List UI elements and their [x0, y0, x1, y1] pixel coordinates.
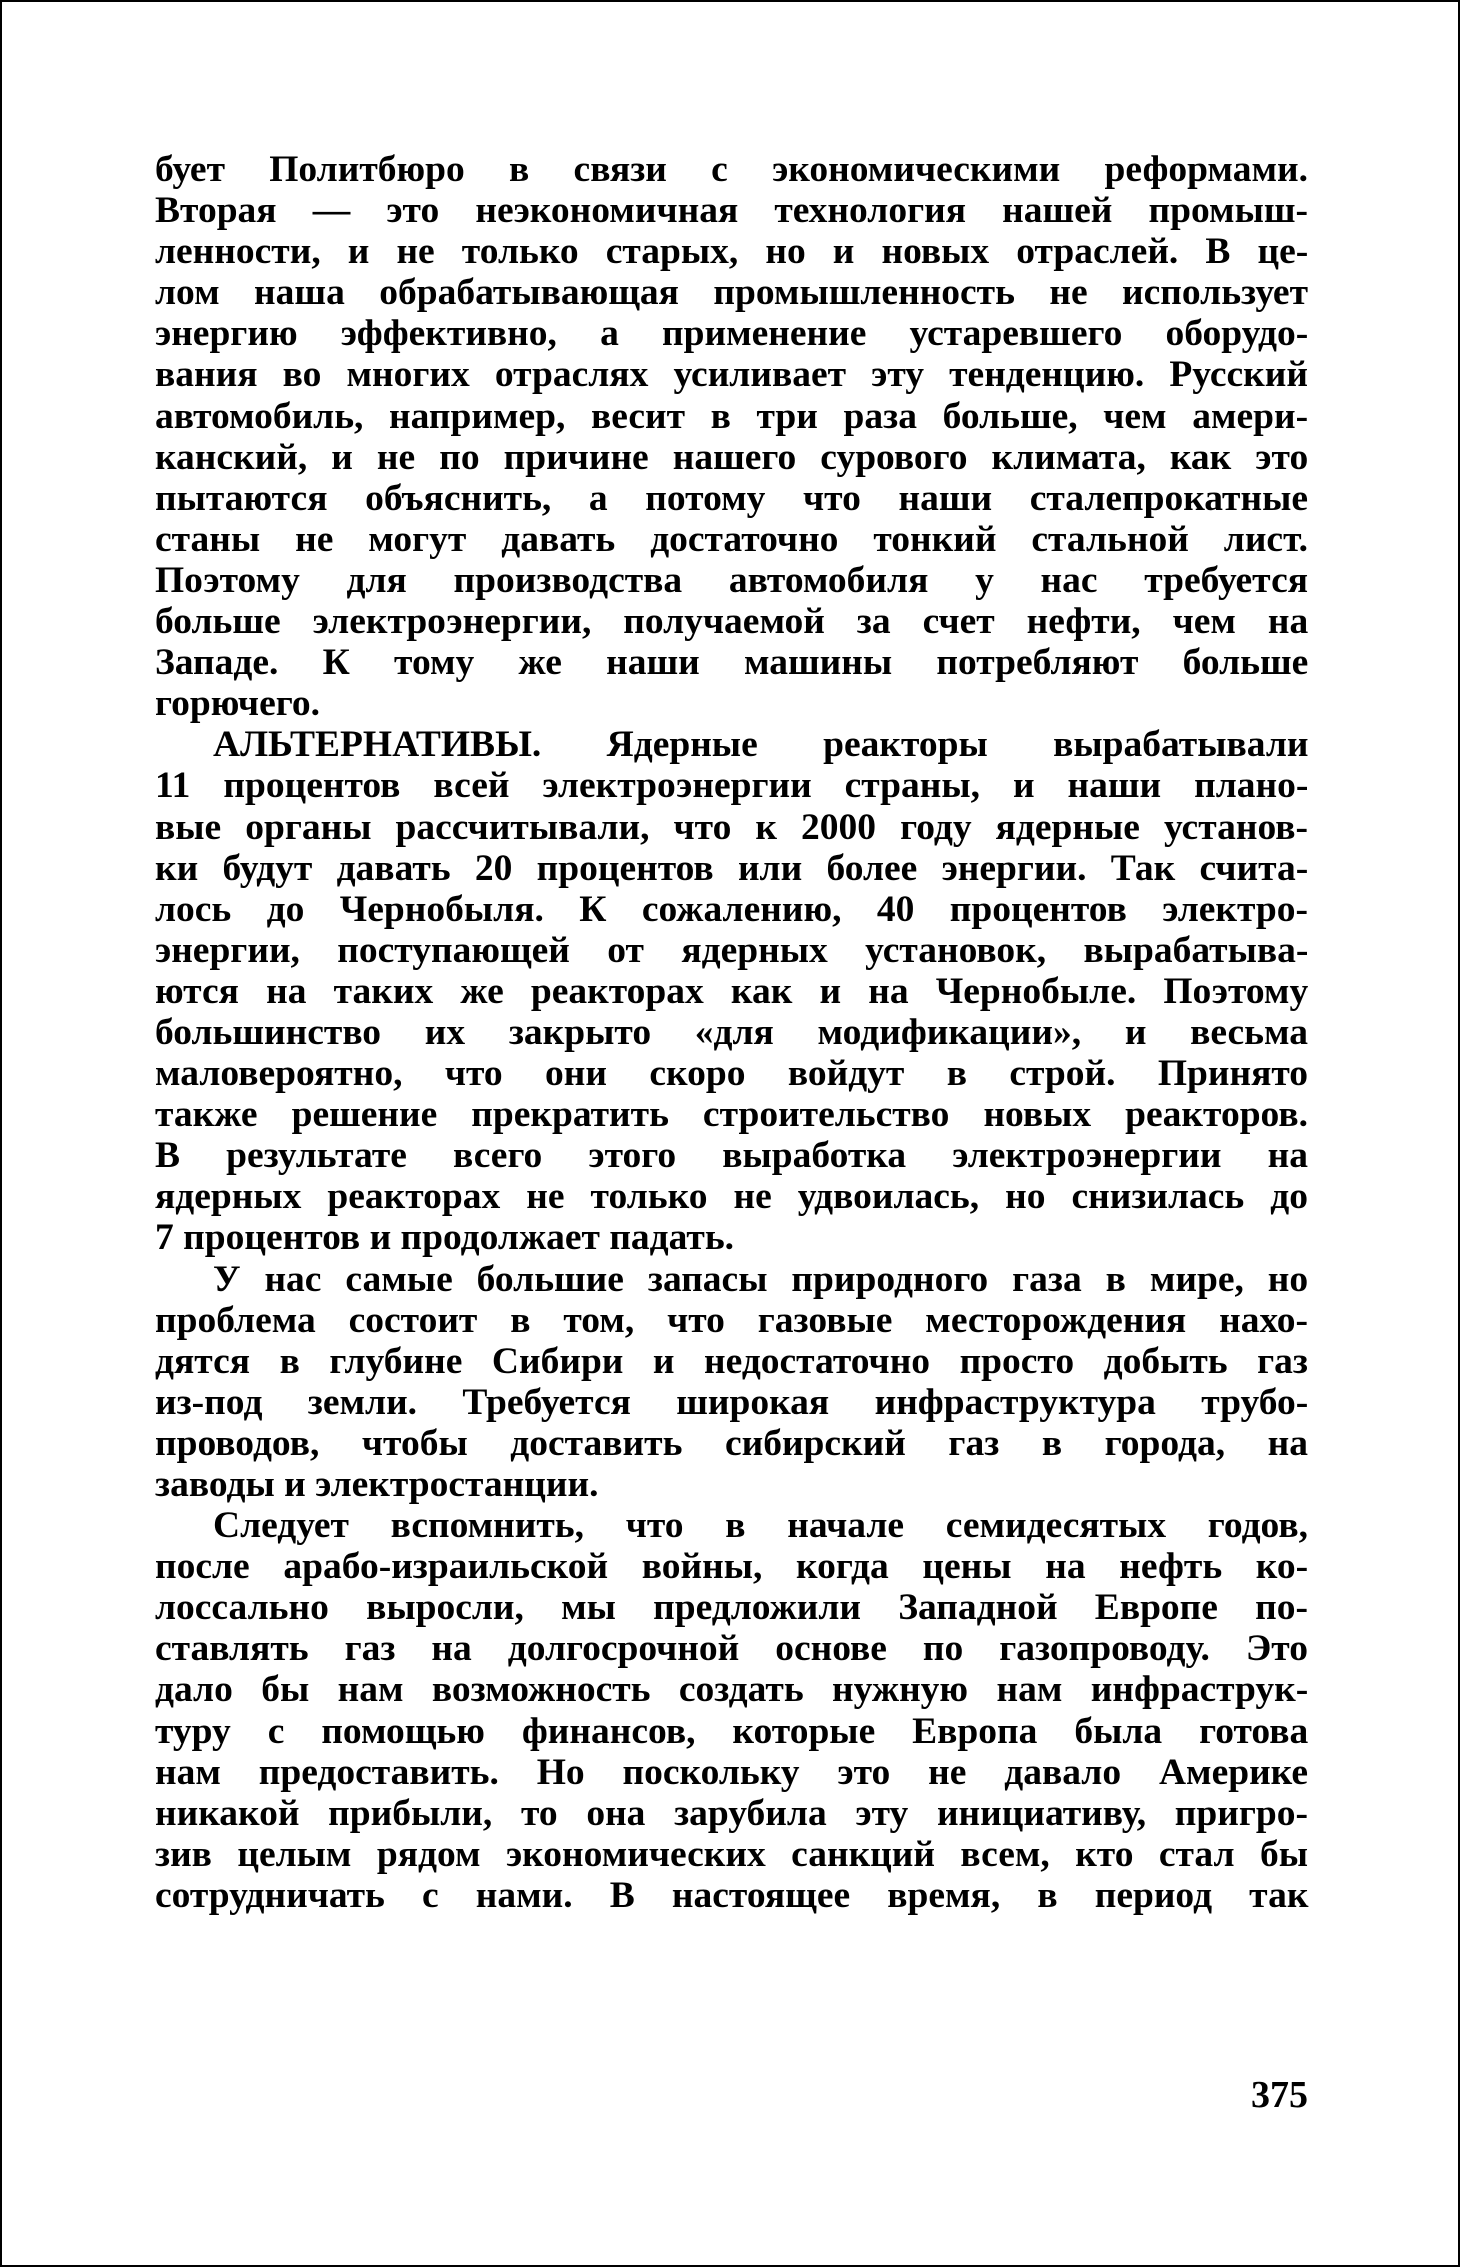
text-line: никакой прибыли, то она зарубила эту инициативу, пригро- — [155, 1792, 1308, 1834]
text-line: проводов, чтобы доставить сибирский газ в города, на — [155, 1422, 1308, 1464]
text-line: проблема состоит в том, что газовые месторождения нахо- — [155, 1299, 1308, 1341]
text-line: после арабо-израильской войны, когда цены на нефть ко- — [155, 1546, 1309, 1588]
text-line: нам предоставить. Но поскольку это не давало Америке — [155, 1751, 1308, 1793]
text-line: Вторая — это неэкономичная технология нашей промыш- — [155, 190, 1308, 232]
text-line: горючего. — [155, 683, 320, 725]
text-line: пытаются объяснить, а потому что наши сталепрокатные — [155, 477, 1308, 519]
text-line: лом наша обрабатывающая промышленность не использует — [155, 272, 1308, 314]
text-line: энергию эффективно, а применение устаревшего оборудо- — [155, 313, 1309, 355]
text-line: энергии, поступающей от ядерных установок, вырабатыва- — [155, 929, 1309, 971]
text-line: автомобиль, например, весит в три раза больше, чем амери- — [155, 395, 1309, 437]
text-line: Поэтому для производства автомобиля у нас требуется — [155, 559, 1308, 601]
paragraph — [155, 724, 1308, 1258]
text-line: ставлять газ на долгосрочной основе по газопроводу. Это — [155, 1628, 1308, 1670]
paragraph — [155, 1505, 1308, 1916]
page-number: 375 — [1251, 2074, 1308, 2116]
text-line: АЛЬТЕРНАТИВЫ. Ядерные реакторы вырабатывали — [213, 724, 1309, 766]
text-line: заводы и электростанции. — [155, 1464, 599, 1505]
paragraph — [155, 1259, 1308, 1506]
text-line: ются на таких же реакторах как и на Чернобыле. Поэтому — [155, 970, 1309, 1012]
text-line: больше электроэнергии, получаемой за счет нефти, чем на — [155, 601, 1309, 643]
text-line: большинство их закрыто «для модификации», и весьма — [155, 1011, 1308, 1053]
text-line: ки будут давать 20 процентов или более энергии. Так счита- — [155, 847, 1309, 889]
text-line: канский, и не по причине нашего сурового климата, как это — [155, 436, 1309, 478]
text-line: маловероятно, что они скоро войдут в строй. Принято — [155, 1053, 1309, 1095]
text-line: дало бы нам возможность создать нужную нам инфраструк- — [155, 1669, 1309, 1711]
text-line: дятся в глубине Сибири и недостаточно просто добыть газ — [155, 1340, 1308, 1382]
text-line: лось до Чернобыля. К сожалению, 40 процентов электро- — [155, 888, 1308, 930]
text-line: вания во многих отраслях усиливает эту тенденцию. Русский — [155, 354, 1308, 396]
text-line: зив целым рядом экономических санкций всем, кто стал бы — [155, 1833, 1308, 1875]
text-line: У нас самые большие запасы природного газа в мире, но — [213, 1258, 1309, 1300]
text-line: туру с помощью финансов, которые Европа была готова — [155, 1710, 1309, 1752]
text-line: 11 процентов всей электроэнергии страны, и наши плано- — [155, 765, 1309, 807]
text-line: бует Политбюро в связи с экономическими реформами. — [155, 149, 1308, 190]
body-text — [155, 149, 1308, 1916]
text-line: ядерных реакторах не только не удвоилась, но снизилась до — [155, 1176, 1308, 1218]
text-line: Западе. К тому же наши машины потребляют больше — [155, 642, 1309, 684]
text-line: сотрудничать с нами. В настоящее время, в период так — [155, 1874, 1309, 1916]
text-line: ленности, и не только старых, но и новых отраслей. В це- — [155, 231, 1309, 273]
text-line: 7 процентов и продолжает падать. — [155, 1217, 735, 1259]
text-line: В результате всего этого выработка электроэнергии на — [155, 1135, 1308, 1177]
text-line: станы не могут давать достаточно тонкий стальной лист. — [155, 518, 1309, 560]
text-line: из-под земли. Требуется широкая инфраструктура трубо- — [155, 1381, 1309, 1423]
text-line: лоссально выросли, мы предложили Западной Европе по- — [155, 1587, 1308, 1629]
text-line: Следует вспомнить, что в начале семидесятых годов, — [213, 1505, 1308, 1547]
text-line: также решение прекратить строительство новых реакторов. — [155, 1094, 1308, 1136]
paragraph — [155, 149, 1308, 724]
text-line: вые органы рассчитывали, что к 2000 году ядерные установ- — [155, 806, 1308, 848]
